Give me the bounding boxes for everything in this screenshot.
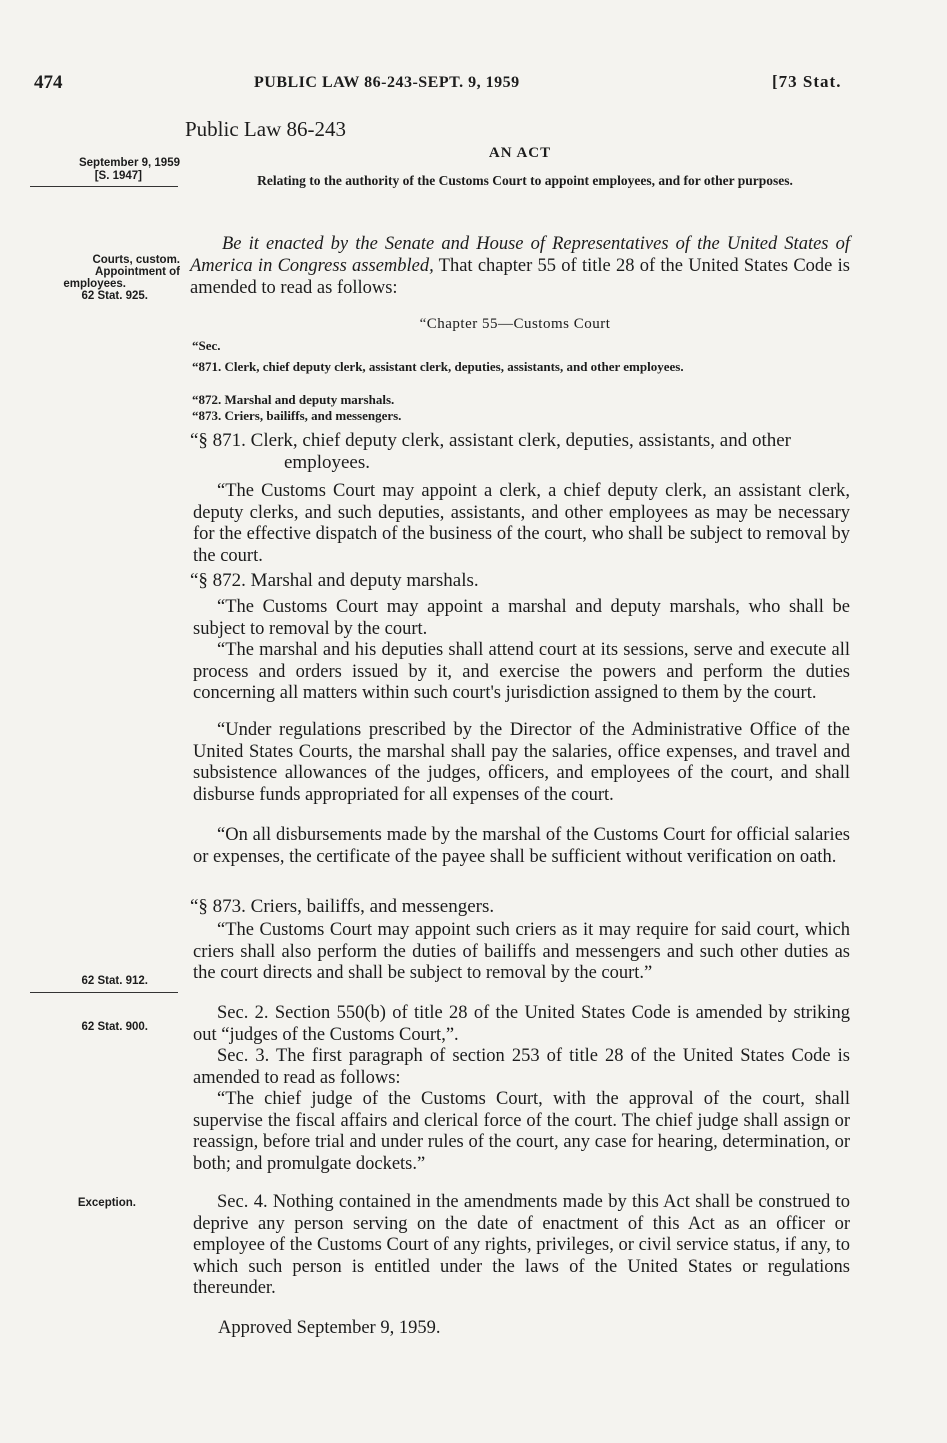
toc-item-871 <box>192 359 852 374</box>
toc-item-872: “872. Marshal and deputy marshals. <box>192 392 395 407</box>
section-3-quoted-paragraph: “The chief judge of the Customs Court, with the approval of the court, shall supervise the fiscal affairs and clerical force of the court. The chief judge shall assign or reassign, before trial and under rules of the court, any case for hearing, determination, or both; and promulgate dockets.” <box>193 1089 850 1174</box>
enacting-clause <box>190 233 850 299</box>
section-872-para-2: “The marshal and his deputies shall attend court at its sessions, serve and execute all process and orders issued by it, and exercise the powers and perform the duties concerning all matters within such court's jurisdiction assigned to them by the court. <box>193 640 850 703</box>
section-872-para-4: “On all disbursements made by the marshal of the Customs Court for official salaries or expenses, the certificate of the payee shall be sufficient without verification on oath. <box>193 825 850 867</box>
toc-item-871-text: “871. Clerk, chief deputy clerk, assistant clerk, deputies, assistants, and other employees. <box>192 359 684 374</box>
enacting-text: That chapter 55 of title 28 of the United States Code is amended to read as follows: <box>190 256 850 298</box>
margin-stat-900: 62 Stat. 900. <box>81 1021 148 1033</box>
section-872-para-3: “Under regulations prescribed by the Director of the Administrative Office of the United States Courts, the marshal shall pay the salaries, office expenses, and travel and subsistence allowances of the judges, officers, and employees of the court, and shall disburse funds appropriated for all expenses of the court. <box>193 720 850 805</box>
enacting-formula: Be it enacted by the Senate and House of Representatives of the United States of America in Congress assembled, <box>190 234 850 276</box>
section-2-text: Sec. 2. Section 550(b) of title 28 of the United States Code is amended by striking out “judges of the Customs Court,”. <box>193 1003 850 1045</box>
margin-divider-2 <box>30 992 178 993</box>
running-title: PUBLIC LAW 86-243-SEPT. 9, 1959 <box>254 74 520 91</box>
statute-reference: [73 Stat. <box>772 72 842 91</box>
toc-sec-label: “Sec. <box>192 338 221 353</box>
margin-date: September 9, 1959 <box>78 157 180 169</box>
section-871-text: “The Customs Court may appoint a clerk, a chief deputy clerk, an assistant clerk, deputy clerks, and such deputies, assistants, and other employees as may be necessary for the effective dispatch of the business of the court, who shall be subject to removal by the court. <box>193 481 850 566</box>
toc-item-873: “873. Criers, bailiffs, and messengers. <box>192 408 402 423</box>
section-872-heading: “§ 872. Marshal and deputy marshals. <box>190 570 479 591</box>
margin-bill-number: [S. 1947] <box>94 170 142 182</box>
margin-stat-925: 62 Stat. 925. <box>81 290 148 302</box>
page-number: 474 <box>34 72 63 93</box>
margin-stat-912: 62 Stat. 912. <box>81 975 148 987</box>
act-purpose: Relating to the authority of the Customs Court to appoint employees, and for other purposes. <box>257 173 793 188</box>
section-3-text: Sec. 3. The first paragraph of section 253 of title 28 of the United States Code is amended to read as follows: <box>193 1046 850 1088</box>
margin-divider <box>30 186 178 187</box>
margin-subject-3: employees. <box>63 278 126 290</box>
running-header <box>34 72 914 98</box>
section-873-heading: “§ 873. Criers, bailiffs, and messengers. <box>190 896 495 917</box>
section-871-heading: “§ 871. Clerk, chief deputy clerk, assistant clerk, deputies, assistants, and other employees. <box>190 430 791 473</box>
margin-exception: Exception. <box>77 1197 136 1209</box>
approval-date: Approved September 9, 1959. <box>218 1318 441 1338</box>
act-label: AN ACT <box>488 145 552 161</box>
section-872-para-1: “The Customs Court may appoint a marshal and deputy marshals, who shall be subject to removal by the court. <box>193 597 850 639</box>
section-4-text: Sec. 4. Nothing contained in the amendments made by this Act shall be construed to deprive any person serving on the date of enactment of this Act as an officer or employee of the Customs Court of any rights, privileges, or civil service status, if any, to which such person is entitled under the laws of the United States or regulations thereunder. <box>193 1192 850 1298</box>
chapter-heading: “Chapter 55—Customs Court <box>419 316 611 332</box>
margin-subject-1: Courts, custom. <box>92 254 180 266</box>
margin-subject-2: Appointment of <box>95 266 180 278</box>
section-873-text: “The Customs Court may appoint such criers as it may require for said court, which criers shall also perform the duties of bailiffs and messengers and such other duties as the court directs and shall be subject to removal by the court.” <box>193 920 850 983</box>
public-law-title: Public Law 86-243 <box>185 117 346 141</box>
